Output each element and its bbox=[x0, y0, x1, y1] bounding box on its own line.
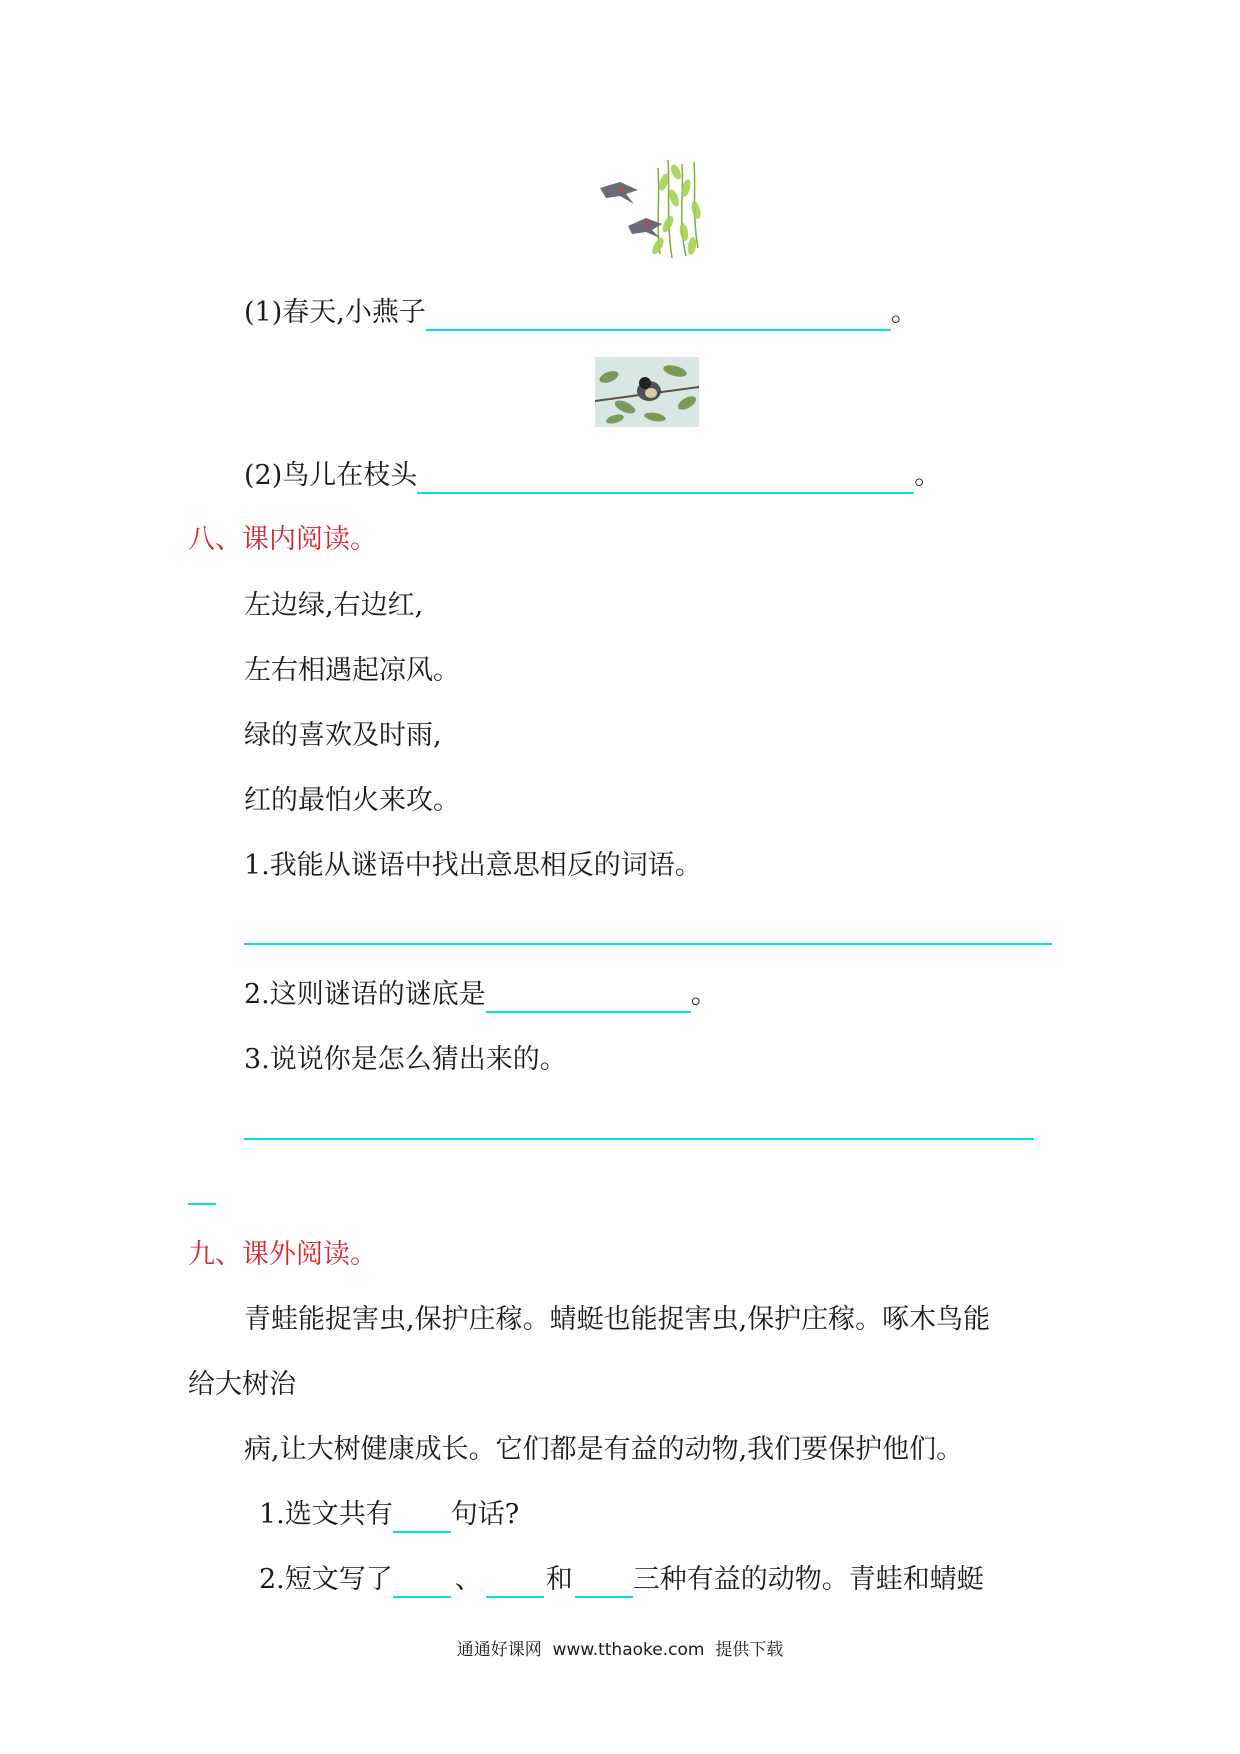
q7-1-text: (1)春天,小燕子 bbox=[244, 297, 426, 328]
bird-on-branch-photo bbox=[595, 357, 699, 427]
answer-blank[interactable] bbox=[426, 301, 891, 331]
riddle-line: 绿的喜欢及时雨, bbox=[244, 720, 442, 751]
answer-line-continuation[interactable] bbox=[188, 1203, 216, 1205]
q9-1 bbox=[259, 1497, 519, 1533]
q8-2-end: 。 bbox=[690, 979, 718, 1010]
q8-1: 1.我能从谜语中找出意思相反的词语。 bbox=[244, 850, 702, 881]
answer-blank[interactable] bbox=[575, 1568, 633, 1598]
swallows-willow-illustration bbox=[598, 158, 710, 262]
q9-2-sep: 和 bbox=[545, 1564, 573, 1595]
answer-blank[interactable] bbox=[393, 1568, 451, 1598]
q7-2-text: (2)鸟儿在枝头 bbox=[244, 460, 418, 491]
q7-2 bbox=[244, 458, 941, 494]
answer-blank[interactable] bbox=[486, 1568, 544, 1598]
section9-heading: 九、课外阅读。 bbox=[188, 1239, 377, 1270]
answer-blank[interactable] bbox=[486, 983, 691, 1013]
q7-2-end: 。 bbox=[914, 460, 942, 491]
section8-heading: 八、课内阅读。 bbox=[188, 524, 377, 555]
passage-line: 青蛙能捉害虫,保护庄稼。蜻蜓也能捉害虫,保护庄稼。啄木鸟能 bbox=[244, 1304, 991, 1335]
riddle-line: 红的最怕火来攻。 bbox=[244, 785, 460, 816]
q9-2-text: 2.短文写了 bbox=[259, 1564, 393, 1595]
answer-line[interactable] bbox=[244, 943, 1052, 945]
q9-2-end: 三种有益的动物。青蛙和蜻蜓 bbox=[632, 1564, 984, 1595]
passage-line: 给大树治 bbox=[188, 1369, 296, 1400]
q9-2 bbox=[259, 1562, 984, 1598]
q7-1-end: 。 bbox=[890, 297, 918, 328]
answer-blank[interactable] bbox=[417, 464, 914, 494]
passage-line: 病,让大树健康成长。它们都是有益的动物,我们要保护他们。 bbox=[244, 1434, 964, 1465]
page-footer: 通通好课网 www.tthaoke.com 提供下载 bbox=[456, 1640, 784, 1660]
q7-1 bbox=[244, 295, 918, 331]
q9-2-sep: 、 bbox=[454, 1564, 482, 1595]
q8-2-text: 2.这则谜语的谜底是 bbox=[244, 979, 486, 1010]
q8-2 bbox=[244, 977, 718, 1013]
answer-line[interactable] bbox=[244, 1138, 1034, 1140]
q9-1-end: 句话? bbox=[450, 1499, 520, 1530]
riddle-line: 左边绿,右边红, bbox=[244, 590, 424, 621]
q8-3: 3.说说你是怎么猜出来的。 bbox=[244, 1044, 567, 1075]
q9-1-text: 1.选文共有 bbox=[259, 1499, 393, 1530]
riddle-line: 左右相遇起凉风。 bbox=[244, 655, 460, 686]
answer-blank[interactable] bbox=[393, 1503, 451, 1533]
